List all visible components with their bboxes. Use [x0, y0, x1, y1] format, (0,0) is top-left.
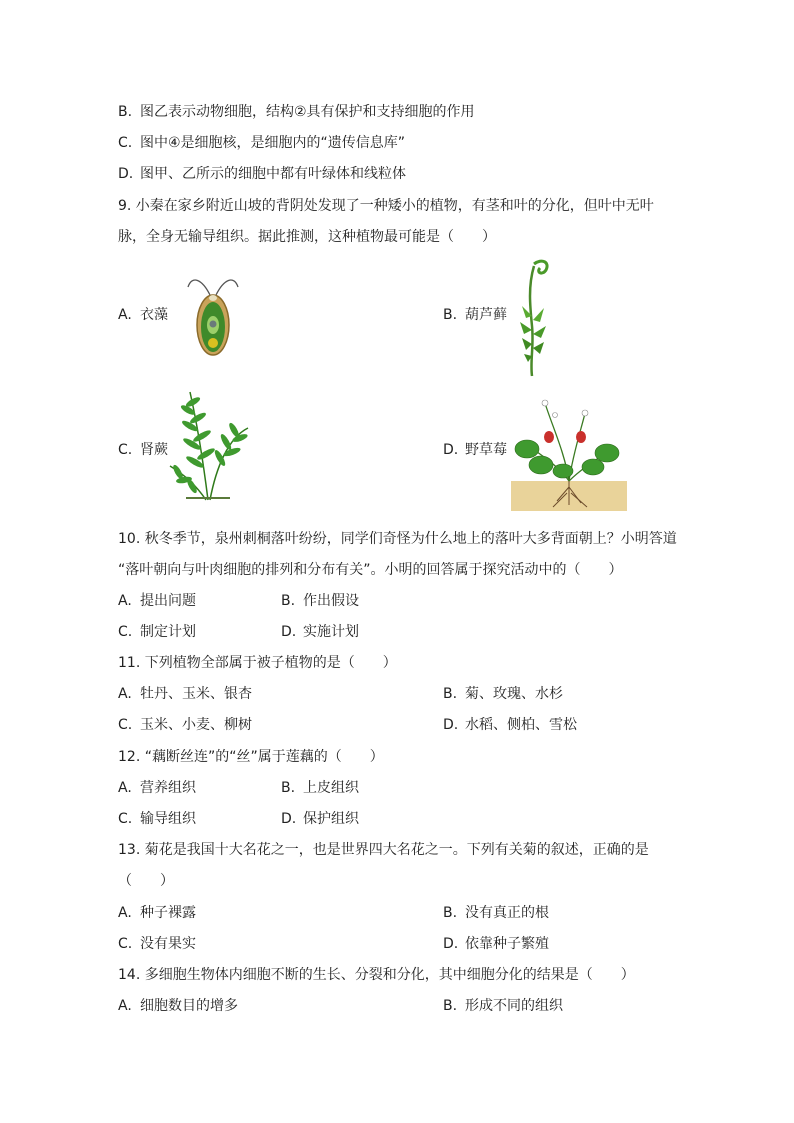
option-label: B. [443, 905, 458, 921]
option-label: D. [118, 166, 134, 182]
option-text: 没有果实 [140, 936, 196, 952]
option-text: 图中④是细胞核，是细胞内的“遗传信息库” [140, 135, 406, 151]
q11-option-a[interactable] [118, 684, 252, 704]
q8-option-c[interactable] [118, 133, 405, 153]
option-text: 衣藻 [140, 307, 168, 323]
option-text: 肾蕨 [140, 442, 168, 458]
option-text: 上皮组织 [303, 780, 359, 796]
q9-option-a[interactable] [118, 305, 168, 325]
q8-option-b[interactable] [118, 102, 475, 122]
q13-option-b[interactable] [443, 903, 549, 923]
q11-option-c[interactable] [118, 715, 252, 735]
option-text: 输导组织 [140, 811, 196, 827]
option-text: 没有真正的根 [465, 905, 549, 921]
option-label: D. [443, 442, 459, 458]
q9-option-d[interactable] [443, 440, 507, 460]
q12-option-d[interactable] [281, 809, 359, 829]
option-label: A. [118, 780, 132, 796]
moss-image [514, 256, 554, 378]
option-label: A. [118, 307, 132, 323]
q10-stem-line1: 10. 秋冬季节，泉州刺桐落叶纷纷，同学们奇怪为什么地上的落叶大多背面朝上？小明答道 [118, 531, 677, 547]
q10-stem-line2: “落叶朝向与叶肉细胞的排列和分布有关”。小明的回答属于探究活动中的（ ） [118, 562, 623, 578]
option-label: B. [443, 307, 458, 323]
option-label: B. [281, 780, 296, 796]
option-text: 作出假设 [303, 593, 359, 609]
option-text: 野草莓 [465, 442, 507, 458]
option-label: C. [118, 135, 133, 151]
q12-option-b[interactable] [281, 778, 359, 798]
q13-option-a[interactable] [118, 903, 196, 923]
option-label: D. [281, 811, 297, 827]
option-label: C. [118, 624, 133, 640]
option-text: 提出问题 [140, 593, 196, 609]
option-text: 水稻、侧柏、雪松 [465, 717, 577, 733]
option-text: 形成不同的组织 [465, 998, 563, 1014]
q14-stem: 14. 多细胞生物体内细胞不断的生长、分裂和分化，其中细胞分化的结果是（ ） [118, 967, 635, 983]
q11-option-d[interactable] [443, 715, 577, 735]
q8-option-d[interactable] [118, 164, 406, 184]
q9-stem-line1: 9. 小秦在家乡附近山坡的背阴处发现了一种矮小的植物，有茎和叶的分化，但叶中无叶 [118, 198, 654, 214]
option-text: 图甲、乙所示的细胞中都有叶绿体和线粒体 [140, 166, 406, 182]
q11-option-b[interactable] [443, 684, 563, 704]
q9-option-b[interactable] [443, 305, 507, 325]
option-label: A. [118, 905, 132, 921]
option-label: C. [118, 811, 133, 827]
option-text: 细胞数目的增多 [140, 998, 238, 1014]
option-text: 种子裸露 [140, 905, 196, 921]
option-text: 实施计划 [303, 624, 359, 640]
q13-stem-line2: （ ） [118, 873, 174, 889]
option-label: A. [118, 593, 132, 609]
q12-option-a[interactable] [118, 778, 196, 798]
q10-option-a[interactable] [118, 591, 196, 611]
chlamydomonas-image [180, 273, 246, 361]
option-label: A. [118, 686, 132, 702]
option-text: 营养组织 [140, 780, 196, 796]
q13-stem-line1: 13. 菊花是我国十大名花之一，也是世界四大名花之一。下列有关菊的叙述，正确的是 [118, 842, 649, 858]
option-text: 牡丹、玉米、银杏 [140, 686, 252, 702]
option-label: D. [281, 624, 297, 640]
q10-option-b[interactable] [281, 591, 359, 611]
option-text: 制定计划 [140, 624, 196, 640]
option-text: 菊、玫瑰、水杉 [465, 686, 563, 702]
option-label: B. [118, 104, 133, 120]
q14-option-a[interactable] [118, 996, 238, 1016]
q12-stem: 12. “藕断丝连”的“丝”属于莲藕的（ ） [118, 749, 384, 765]
wild-strawberry-image [511, 393, 627, 511]
option-text: 玉米、小麦、柳树 [140, 717, 252, 733]
q10-option-c[interactable] [118, 622, 196, 642]
q13-option-c[interactable] [118, 934, 196, 954]
option-label: D. [443, 936, 459, 952]
option-label: A. [118, 998, 132, 1014]
option-label: B. [443, 998, 458, 1014]
q10-option-d[interactable] [281, 622, 359, 642]
option-label: C. [118, 442, 133, 458]
option-label: D. [443, 717, 459, 733]
option-text: 图乙表示动物细胞，结构②具有保护和支持细胞的作用 [140, 104, 475, 120]
option-label: C. [118, 936, 133, 952]
q9-option-c[interactable] [118, 440, 168, 460]
q11-stem: 11. 下列植物全部属于被子植物的是（ ） [118, 655, 397, 671]
option-text: 保护组织 [303, 811, 359, 827]
option-text: 葫芦藓 [465, 307, 507, 323]
q14-option-b[interactable] [443, 996, 563, 1016]
option-label: C. [118, 717, 133, 733]
option-text: 依靠种子繁殖 [465, 936, 549, 952]
q9-stem-line2: 脉，全身无输导组织。据此推测，这种植物最可能是（ ） [118, 229, 496, 245]
option-label: B. [443, 686, 458, 702]
fern-image [168, 388, 254, 506]
option-label: B. [281, 593, 296, 609]
q13-option-d[interactable] [443, 934, 549, 954]
q12-option-c[interactable] [118, 809, 196, 829]
